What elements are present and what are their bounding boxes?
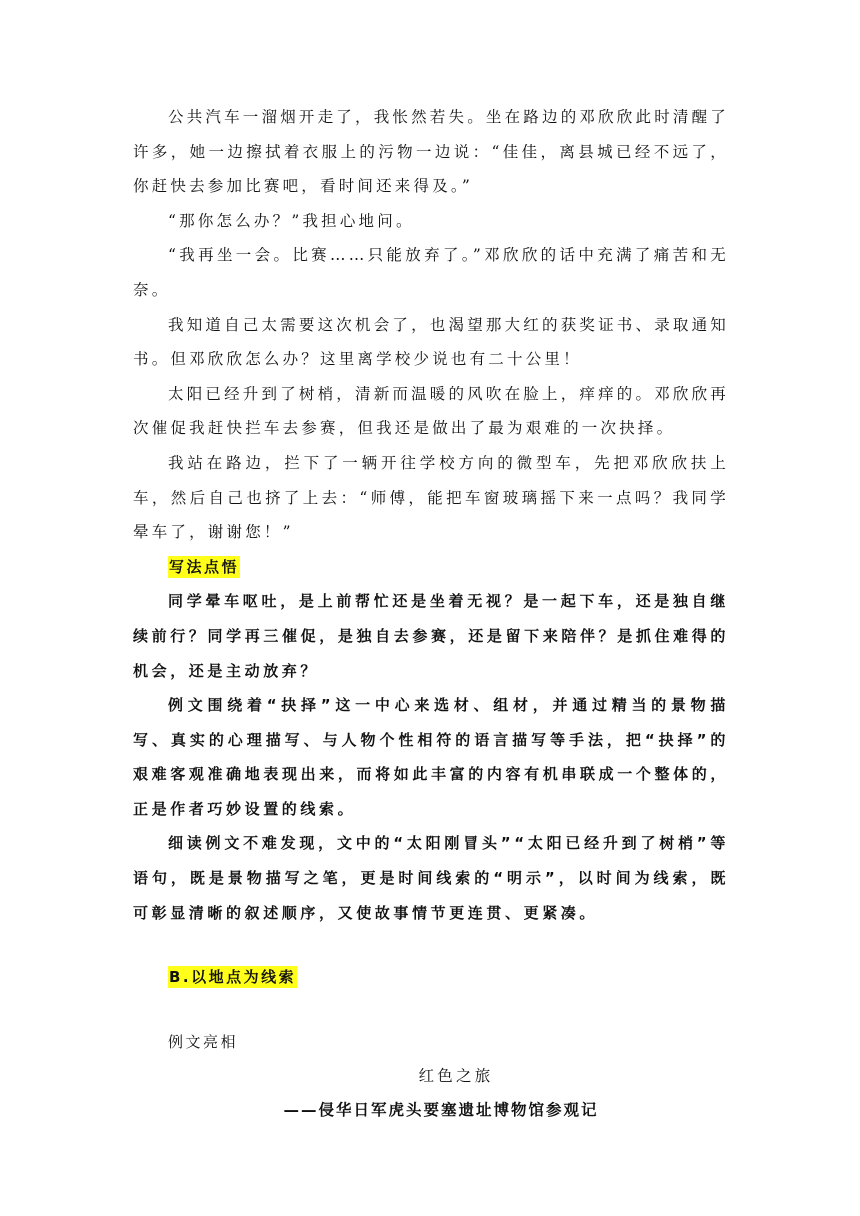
analysis-paragraph: 同学晕车呕吐，是上前帮忙还是坐着无视？是一起下车，还是独自继续前行？同学再三催促，是独自去参赛，还是留下来陪伴？是抓住难得的机会，还是主动放弃？ — [133, 592, 729, 680]
body-paragraph: “我再坐一会。比赛……只能放弃了。”邓欣欣的话中充满了痛苦和无奈。 — [133, 246, 729, 299]
body-paragraph: “那你怎么办？”我担心地问。 — [168, 211, 415, 230]
spacer — [133, 930, 729, 960]
section-heading — [168, 550, 729, 585]
body-paragraph: 太阳已经升到了树梢，清新而温暖的风吹在脸上，痒痒的。邓欣欣再次催促我赶快拦车去参赛，但我还是做出了最为艰难的一次抉择。 — [133, 384, 730, 438]
spacer — [133, 995, 729, 1025]
essay-subtitle: ——侵华日军虎头要塞遗址博物馆参观记 — [283, 1101, 599, 1120]
body-paragraph: 我站在路边，拦下了一辆开往学校方向的微型车，先把邓欣欣扶上车，然后自己也挤了上去：“师傅，能把车窗玻璃摇下来一点吗？我同学晕车了，谢谢您！” — [133, 453, 729, 542]
section-heading-text: 写法点悟 — [169, 557, 240, 576]
document-page — [133, 100, 729, 1128]
analysis-paragraph: 细读例文不难发现，文中的“太阳刚冒头”“太阳已经升到了树梢”等语句，既是景物描写之笔，更是时间线索的“明示”，以时间为线索，既可彰显清晰的叙述顺序，又使故事情节更连贯、更紧凑。 — [133, 834, 729, 922]
example-label: 例文亮相 — [168, 1032, 239, 1051]
section-heading — [168, 960, 729, 995]
body-paragraph: 公共汽车一溜烟开走了，我怅然若失。坐在路边的邓欣欣此时清醒了许多，她一边擦拭着衣服上的污物一边说：“佳佳，离县城已经不远了，你赶快去参加比赛吧，看时间还来得及。” — [133, 108, 730, 196]
body-paragraph: 我知道自己太需要这次机会了，也渴望那大红的获奖证书、录取通知书。但邓欣欣怎么办？这里离学校少说也有二十公里！ — [133, 315, 730, 369]
analysis-paragraph: 例文围绕着“抉择”这一中心来选材、组材，并通过精当的景物描写、真实的心理描写、与人物个性相符的语言描写等手法，把“抉择”的艰难客观准确地表现出来，而将如此丰富的内容有机串联成一个整体的，正是作者巧妙设置的线索。 — [133, 696, 729, 818]
essay-title: 红色之旅 — [418, 1066, 494, 1085]
section-heading-text: B.以地点为线索 — [169, 968, 297, 987]
